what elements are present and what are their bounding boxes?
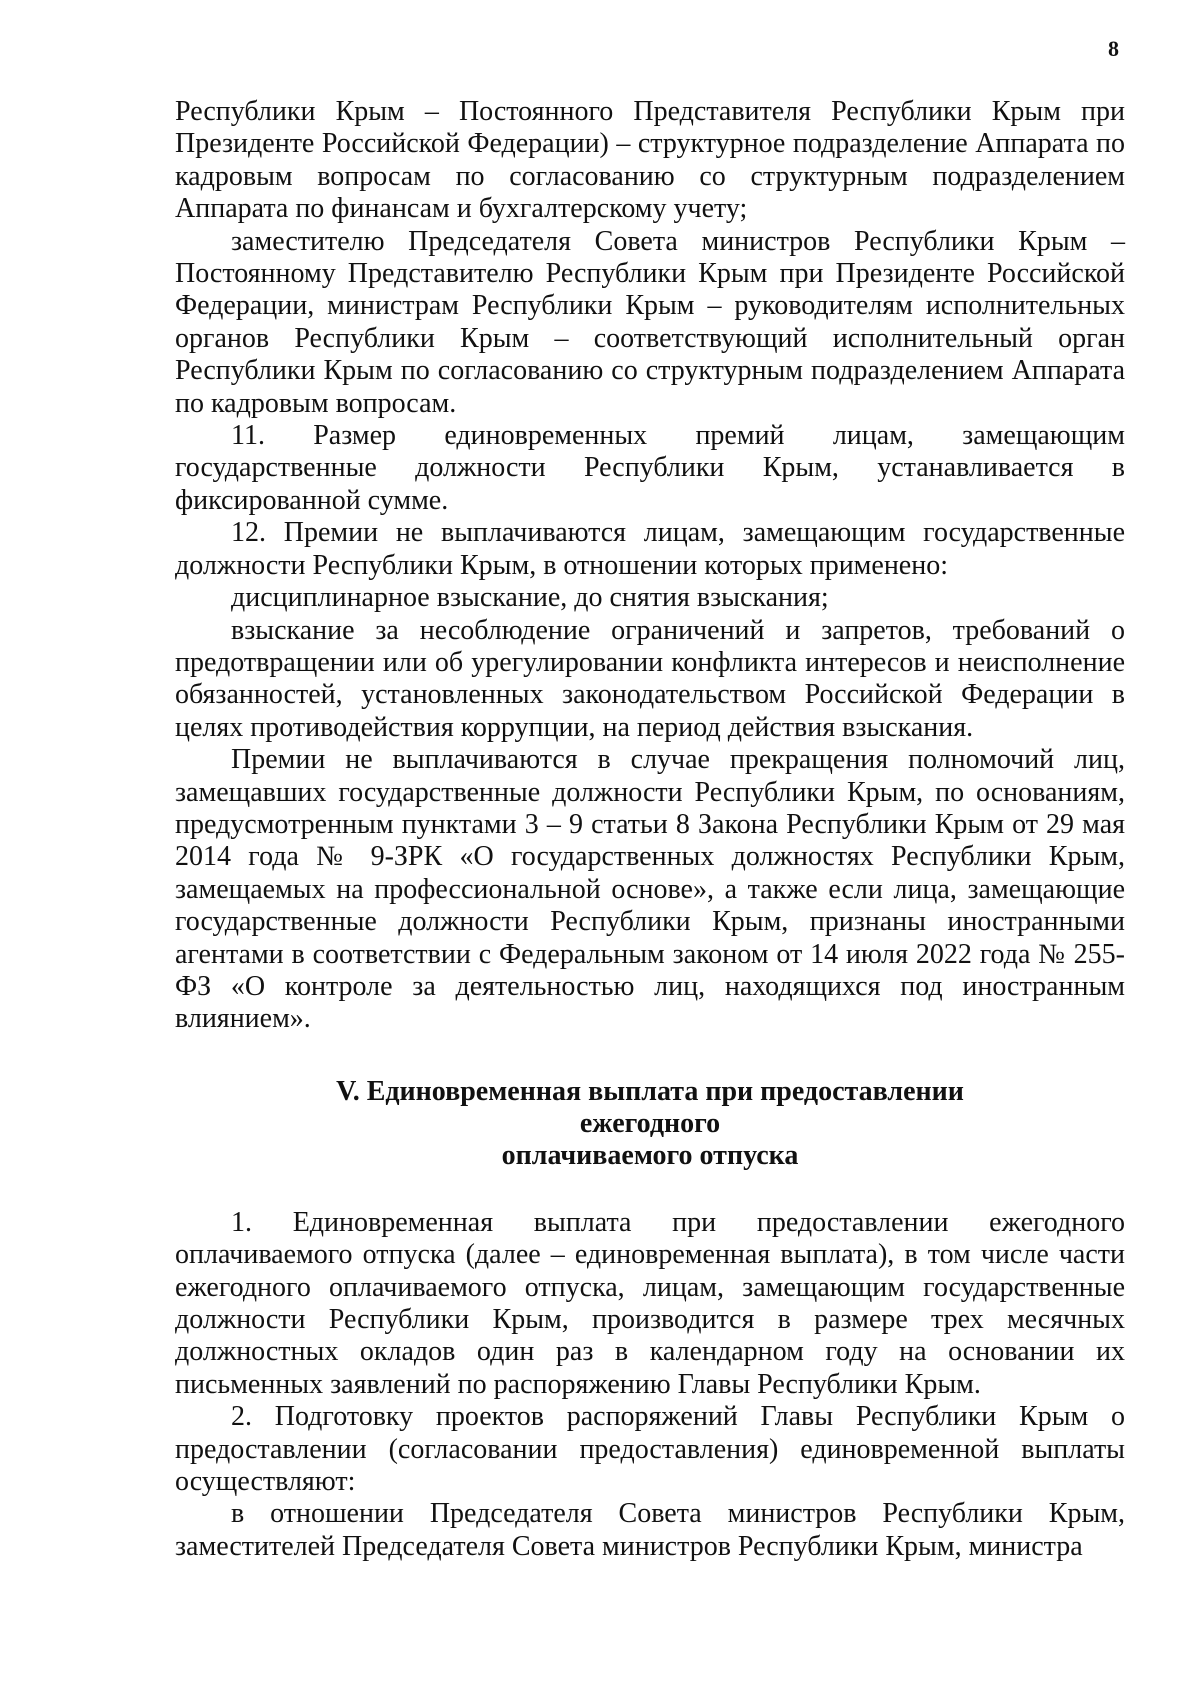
paragraph: Республики Крым – Постоянного Представителя Республики Крым при Президенте Российской Федерации) – структурное подразделение Аппарата по кадровым вопросам по согласованию со структурным подразделением Аппарата по финансам и бухгалтерскому учету;	[175, 96, 1125, 225]
document-body	[175, 96, 1125, 1563]
paragraph: Премии не выплачиваются в случае прекращения полномочий лиц, замещавших государственные должности Республики Крым, по основаниям, предусмотренным пунктами 3 – 9 статьи 8 Закона Республики Крым от 29 мая 2014 года № 9-ЗРК «О государственных должностях Республики Крым, замещаемых на профессиональной основе», а также если лица, замещающие государственные должности Республики Крым, признаны иностранными агентами в соответствии с Федеральным законом от 14 июля 2022 года № 255-ФЗ «О контроле за деятельностью лиц, находящихся под иностранным влиянием».	[175, 744, 1125, 1035]
paragraph-item-12: 12. Премии не выплачиваются лицам, замещающим государственные должности Республики Крым, в отношении которых применено:	[175, 517, 1125, 581]
section-heading-line: V. Единовременная выплата при предоставлении ежегодного	[336, 1075, 964, 1139]
paragraph: в отношении Председателя Совета министров Республики Крым, заместителей Председателя Совета министров Республики Крым, министра	[175, 1498, 1125, 1562]
paragraph: взыскание за несоблюдение ограничений и запретов, требований о предотвращении или об урегулировании конфликта интересов и неисполнение обязанностей, установленных законодательством Российской Федерации в целях противодействия коррупции, на период действия взыскания.	[175, 614, 1125, 743]
paragraph: заместителю Председателя Совета министров Республики Крым – Постоянному Представителю Республики Крым при Президенте Российской Федерации, министрам Республики Крым – руководителям исполнительных органов Республики Крым – соответствующий исполнительный орган Республики Крым по согласованию со структурным подразделением Аппарата по кадровым вопросам.	[175, 225, 1125, 419]
paragraph-item-2: 2. Подготовку проектов распоряжений Главы Республики Крым о предоставлении (согласовании предоставления) единовременной выплаты осуществляют:	[175, 1401, 1125, 1498]
page-number: 8	[1108, 36, 1119, 61]
section-heading-line: оплачиваемого отпуска	[501, 1139, 799, 1171]
paragraph-item-11: 11. Размер единовременных премий лицам, замещающим государственные должности Республики Крым, устанавливается в фиксированной сумме.	[175, 420, 1125, 516]
section-heading	[175, 1076, 1125, 1172]
paragraph: дисциплинарное взыскание, до снятия взыскания;	[231, 582, 829, 614]
paragraph-item-1: 1. Единовременная выплата при предоставлении ежегодного оплачиваемого отпуска (далее – единовременная выплата), в том числе части ежегодного оплачиваемого отпуска, лицам, замещающим государственные должности Республики Крым, производится в размере трех месячных должностных окладов один раз в календарном году на основании их письменных заявлений по распоряжению Главы Республики Крым.	[175, 1206, 1125, 1400]
